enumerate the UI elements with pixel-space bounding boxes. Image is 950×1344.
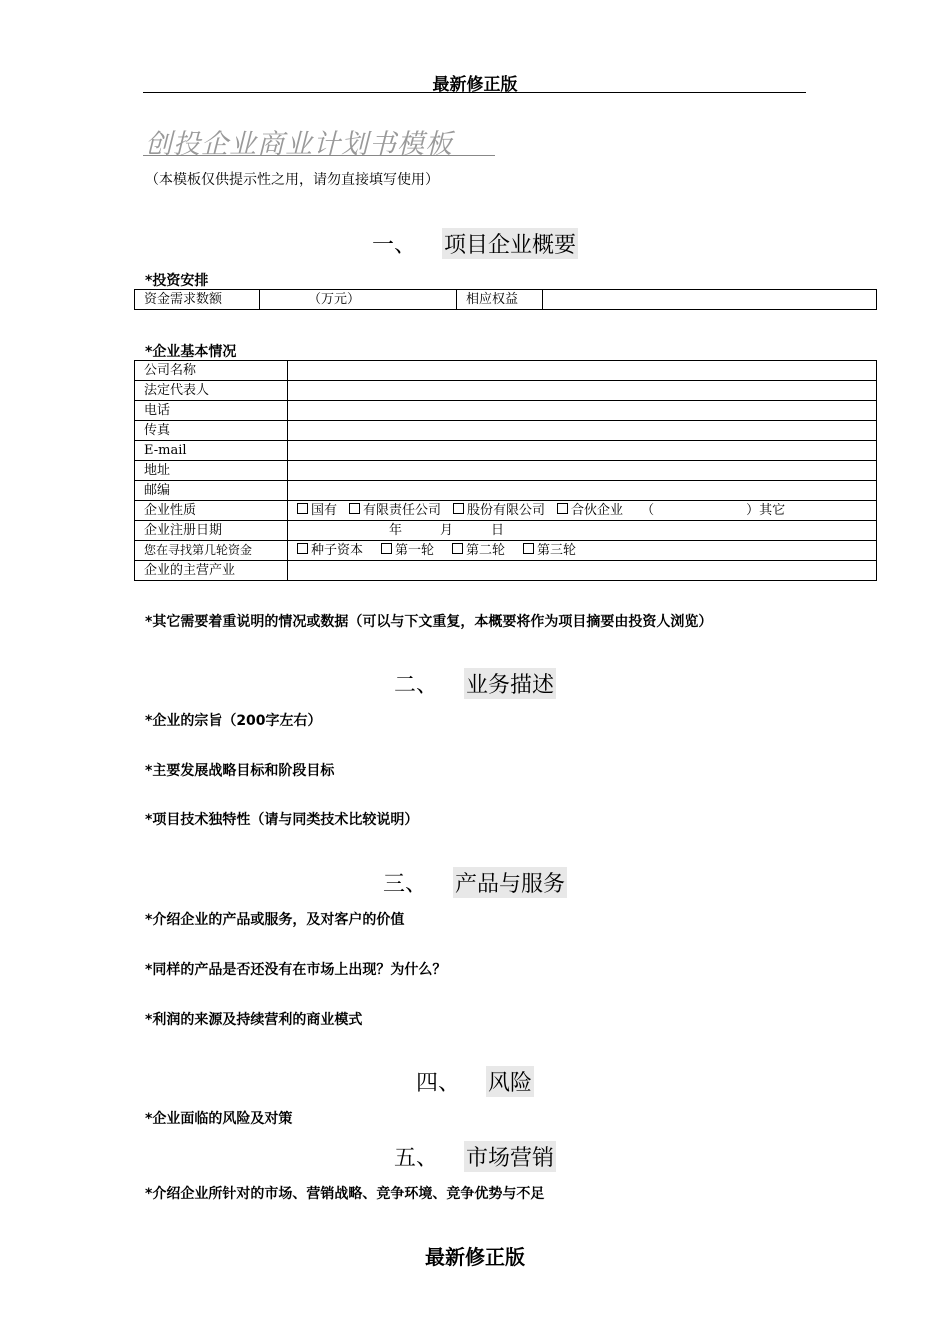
funding-round-options	[288, 541, 877, 561]
main-industry-label: 企业的主营产业	[135, 561, 288, 581]
table-row	[135, 441, 877, 461]
investment-table	[134, 289, 877, 310]
nature-option[interactable]: 有限责任公司	[349, 501, 441, 520]
nature-other-label: ）其它	[746, 503, 786, 518]
legal-rep-label: 法定代表人	[135, 381, 288, 401]
table-row	[135, 421, 877, 441]
table-row	[135, 541, 877, 561]
legal-rep-field[interactable]	[288, 381, 877, 401]
prompt-item: *企业的宗旨（200字左右）	[145, 713, 322, 729]
fax-label: 传真	[135, 421, 288, 441]
other-notes-label: *其它需要着重说明的情况或数据（可以与下文重复，本概要将作为项目摘要由投资人浏览）	[145, 614, 713, 630]
table-row	[135, 361, 877, 381]
section-title: 项目企业概要	[442, 228, 578, 259]
checkbox[interactable]	[557, 503, 568, 514]
email-field[interactable]	[288, 441, 877, 461]
funding-round-label: 您在寻找第几轮资金	[135, 541, 288, 561]
document-subtitle: （本模板仅供提示性之用，请勿直接填写使用）	[145, 172, 439, 188]
section-title: 风险	[486, 1066, 534, 1097]
table-row	[135, 381, 877, 401]
section-4-heading	[0, 1066, 950, 1097]
document-title: 创投企业商业计划书模板	[145, 129, 453, 160]
prompt-item: *介绍企业的产品或服务，及对客户的价值	[145, 912, 405, 928]
address-field[interactable]	[288, 461, 877, 481]
section-number: 二、	[393, 673, 438, 698]
prompt-item: *项目技术独特性（请与同类技术比较说明）	[145, 812, 419, 828]
section-5-heading	[0, 1141, 950, 1172]
nature-other-paren-open: （	[641, 503, 655, 518]
prompt-item: *介绍企业所针对的市场、营销战略、竞争环境、竞争优势与不足	[145, 1186, 545, 1202]
section-number: 四、	[415, 1071, 460, 1096]
company-name-label: 公司名称	[135, 361, 288, 381]
page-header: 最新修正版	[432, 75, 518, 95]
round-option[interactable]: 第一轮	[381, 541, 434, 560]
reg-date-field[interactable]: 年 月 日	[288, 521, 877, 541]
table-row	[135, 481, 877, 501]
checkbox[interactable]	[452, 543, 463, 554]
table-row	[135, 561, 877, 581]
table-row	[135, 501, 877, 521]
nature-option[interactable]: 国有	[297, 501, 337, 520]
phone-field[interactable]	[288, 401, 877, 421]
fax-field[interactable]	[288, 421, 877, 441]
section-2-heading	[0, 668, 950, 699]
prompt-item: *同样的产品是否还没有在市场上出现？为什么？	[145, 962, 447, 978]
checkbox[interactable]	[381, 543, 392, 554]
main-industry-field[interactable]	[288, 561, 877, 581]
company-nature-label: 企业性质	[135, 501, 288, 521]
company-info-table	[134, 360, 877, 581]
section-title: 业务描述	[464, 668, 556, 699]
investment-equity-label: 相应权益	[457, 290, 543, 310]
investment-equity-field[interactable]	[543, 290, 877, 310]
prompt-item: *主要发展战略目标和阶段目标	[145, 763, 335, 779]
section-3-heading	[0, 867, 950, 898]
section-title: 市场营销	[464, 1141, 556, 1172]
reg-date-label: 企业注册日期	[135, 521, 288, 541]
section-number: 三、	[382, 872, 427, 897]
prompt-item: *利润的来源及持续营利的商业模式	[145, 1012, 363, 1028]
prompt-item: *企业面临的风险及对策	[145, 1111, 293, 1127]
title-underline	[143, 155, 495, 156]
postcode-label: 邮编	[135, 481, 288, 501]
investment-amount-field[interactable]: （万元）	[260, 290, 457, 310]
checkbox[interactable]	[523, 543, 534, 554]
table-row	[135, 401, 877, 421]
page-footer: 最新修正版	[425, 1245, 525, 1269]
email-label: E-mail	[135, 441, 288, 461]
company-nature-options	[288, 501, 877, 521]
address-label: 地址	[135, 461, 288, 481]
company-name-field[interactable]	[288, 361, 877, 381]
section-1-heading	[0, 228, 950, 259]
header-divider	[143, 92, 806, 93]
section-number: 一、	[371, 233, 416, 258]
table-row	[135, 521, 877, 541]
nature-option[interactable]: 股份有限公司	[453, 501, 545, 520]
checkbox[interactable]	[297, 503, 308, 514]
postcode-field[interactable]	[288, 481, 877, 501]
round-option[interactable]: 第二轮	[452, 541, 505, 560]
checkbox[interactable]	[349, 503, 360, 514]
investment-label: *投资安排	[145, 273, 209, 289]
checkbox[interactable]	[297, 543, 308, 554]
phone-label: 电话	[135, 401, 288, 421]
nature-option[interactable]: 合伙企业	[557, 501, 623, 520]
section-number: 五、	[393, 1146, 438, 1171]
round-option[interactable]: 第三轮	[523, 541, 576, 560]
company-info-label: *企业基本情况	[145, 344, 237, 360]
checkbox[interactable]	[453, 503, 464, 514]
section-title: 产品与服务	[453, 867, 567, 898]
investment-amount-label: 资金需求数额	[135, 290, 260, 310]
round-option[interactable]: 种子资本	[297, 541, 363, 560]
table-row	[135, 461, 877, 481]
